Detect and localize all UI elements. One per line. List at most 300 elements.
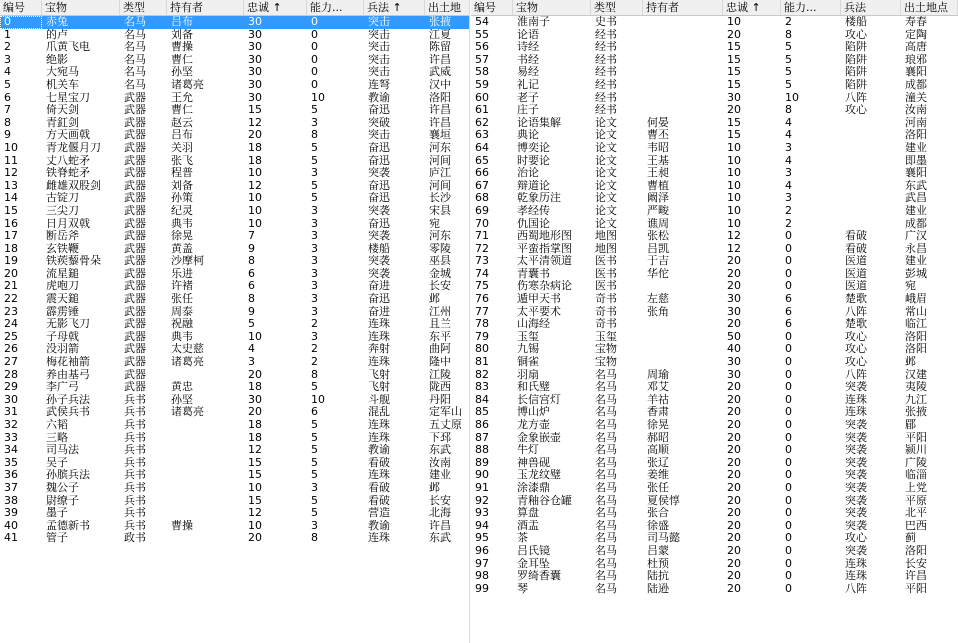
- table-row[interactable]: [471, 495, 958, 508]
- table-row[interactable]: [471, 532, 958, 545]
- cell-type: 兵书: [124, 419, 146, 431]
- table-row[interactable]: [471, 369, 958, 382]
- cell-number: 64: [475, 141, 489, 154]
- cell-treasure: 没羽箭: [46, 343, 79, 356]
- cell-type: 名马: [595, 419, 617, 431]
- cell-owner: 王昶: [647, 167, 669, 180]
- cell-treasure: 涂漆鼎: [517, 481, 550, 494]
- cell-loyalty: 20: [727, 444, 741, 457]
- cell-tactic: [841, 218, 901, 231]
- table-row[interactable]: [0, 66, 470, 79]
- cell-origin: 定陶: [905, 28, 927, 41]
- cell-tactic: 八阵: [845, 368, 867, 381]
- table-row[interactable]: [0, 343, 470, 356]
- cell-loyalty: 30: [248, 66, 262, 79]
- cell-type: 武器: [124, 230, 146, 243]
- table-row[interactable]: [0, 419, 470, 432]
- cell-number: 97: [475, 557, 489, 570]
- column-header-origin[interactable]: 出土地: [425, 0, 470, 15]
- cell-owner: 许褚: [171, 280, 193, 293]
- cell-type: 史书: [595, 16, 617, 28]
- cell-ability: 6: [311, 406, 318, 419]
- table-row[interactable]: [0, 394, 470, 407]
- cell-owner: 徐盛: [647, 519, 669, 532]
- cell-type: 武器: [124, 293, 146, 306]
- table-row[interactable]: [471, 331, 958, 344]
- cell-treasure: 养由基弓: [46, 368, 90, 381]
- cell-tactic: 突袭: [845, 507, 867, 520]
- column-header-owner[interactable]: 持有者: [167, 0, 244, 15]
- column-header-number[interactable]: 编号: [471, 0, 513, 15]
- table-row[interactable]: [471, 243, 958, 256]
- table-row[interactable]: [471, 54, 958, 67]
- table-row[interactable]: [471, 92, 958, 105]
- column-header-ability[interactable]: 能力...: [781, 0, 841, 15]
- cell-origin: 且兰: [429, 318, 451, 331]
- cell-treasure: 孙膑兵法: [46, 469, 90, 482]
- column-header-origin[interactable]: 出土地点: [901, 0, 958, 15]
- cell-loyalty: 20: [727, 267, 741, 280]
- table-row[interactable]: [0, 381, 470, 394]
- cell-treasure: 平蛮指掌图: [517, 242, 572, 255]
- table-row[interactable]: [471, 306, 958, 319]
- table-row[interactable]: [0, 532, 470, 545]
- cell-ability: 0: [311, 78, 318, 91]
- table-row[interactable]: [471, 255, 958, 268]
- cell-owner: 吕蒙: [647, 544, 669, 557]
- cell-ability: 5: [785, 66, 792, 79]
- cell-loyalty: 6: [248, 267, 255, 280]
- table-row[interactable]: [471, 318, 958, 331]
- cell-number: 59: [475, 78, 489, 91]
- table-row[interactable]: [0, 129, 470, 142]
- cell-treasure: 倚天剑: [46, 104, 79, 117]
- cell-loyalty: 20: [727, 419, 741, 431]
- cell-number: 66: [475, 167, 489, 180]
- cell-tactic: [841, 192, 901, 205]
- cell-owner: 曹操: [171, 519, 193, 532]
- cell-number: 93: [475, 507, 489, 520]
- cell-owner: 徐晃: [171, 230, 193, 243]
- cell-owner: 周泰: [171, 305, 193, 318]
- cell-ability: 4: [785, 116, 792, 129]
- cell-loyalty: 20: [727, 255, 741, 268]
- cell-loyalty: 30: [248, 28, 262, 41]
- column-header-tactic[interactable]: 兵法 ↑: [364, 0, 425, 15]
- cell-number: 14: [4, 192, 18, 205]
- cell-number: 21: [4, 280, 18, 293]
- table-row[interactable]: [471, 129, 958, 142]
- cell-ability: 0: [785, 368, 792, 381]
- cell-treasure: 吴子: [46, 456, 68, 469]
- cell-number: 2: [4, 41, 11, 54]
- cell-tactic: 攻心: [845, 104, 867, 117]
- left-treasure-table: [0, 0, 470, 545]
- cell-loyalty: 20: [727, 469, 741, 482]
- cell-treasure: 大宛马: [46, 66, 79, 79]
- table-row[interactable]: [0, 218, 470, 231]
- cell-loyalty: 30: [248, 78, 262, 91]
- table-row[interactable]: [0, 457, 470, 470]
- table-row[interactable]: [471, 356, 958, 369]
- cell-treasure: 断岳斧: [46, 230, 79, 243]
- table-row[interactable]: [471, 205, 958, 218]
- table-row[interactable]: [471, 218, 958, 231]
- cell-tactic: 突击: [368, 129, 390, 142]
- cell-tactic: 营造: [368, 507, 390, 520]
- cell-owner: 王基: [647, 154, 669, 167]
- table-row[interactable]: [471, 394, 958, 407]
- table-row[interactable]: [471, 280, 958, 293]
- cell-type: 兵书: [124, 393, 146, 406]
- cell-ability: 6: [785, 318, 792, 331]
- cell-tactic: 突袭: [845, 469, 867, 482]
- table-row[interactable]: [471, 167, 958, 180]
- cell-ability: 8: [311, 129, 318, 142]
- table-row[interactable]: [471, 406, 958, 419]
- table-row[interactable]: [0, 469, 470, 482]
- column-header-treasure[interactable]: 宝物: [42, 0, 120, 15]
- cell-ability: 0: [785, 419, 792, 431]
- table-row[interactable]: [471, 29, 958, 42]
- table-row[interactable]: [0, 306, 470, 319]
- cell-origin: 江陵: [429, 368, 451, 381]
- cell-owner: [167, 457, 244, 470]
- table-row[interactable]: [471, 343, 958, 356]
- cell-origin: 邺: [429, 481, 440, 494]
- table-row[interactable]: [471, 558, 958, 571]
- cell-origin: 河南: [905, 116, 927, 129]
- cell-loyalty: 20: [727, 431, 741, 444]
- table-row[interactable]: [471, 444, 958, 457]
- cell-origin: 平阳: [905, 582, 927, 595]
- cell-treasure: 孝经传: [517, 204, 550, 217]
- cell-tactic: 连珠: [368, 469, 390, 482]
- table-row[interactable]: [471, 419, 958, 432]
- cell-ability: 3: [311, 330, 318, 343]
- table-row[interactable]: [471, 570, 958, 583]
- cell-tactic: 飞射: [368, 368, 390, 381]
- cell-ability: 0: [311, 16, 318, 28]
- cell-tactic: 突袭: [845, 519, 867, 532]
- cell-origin: 汝南: [905, 104, 927, 117]
- cell-origin: 琅邪: [905, 53, 927, 66]
- cell-owner: 张任: [647, 481, 669, 494]
- cell-loyalty: 30: [727, 368, 741, 381]
- cell-loyalty: 20: [727, 544, 741, 557]
- table-row[interactable]: [0, 432, 470, 445]
- table-row[interactable]: [471, 432, 958, 445]
- cell-origin: 建业: [905, 255, 927, 268]
- cell-treasure: 李广弓: [46, 381, 79, 394]
- table-row[interactable]: [0, 356, 470, 369]
- table-row[interactable]: [471, 381, 958, 394]
- table-row[interactable]: [471, 41, 958, 54]
- cell-origin: 建业: [429, 469, 451, 482]
- table-row[interactable]: [471, 104, 958, 117]
- table-row[interactable]: [0, 16, 470, 29]
- cell-owner: [167, 419, 244, 432]
- cell-type: 武器: [124, 204, 146, 217]
- column-header-loyalty[interactable]: 忠诚 ↑: [723, 0, 781, 15]
- cell-tactic: 连珠: [845, 393, 867, 406]
- cell-owner: 左慈: [647, 293, 669, 306]
- table-row[interactable]: [0, 29, 470, 42]
- cell-loyalty: 30: [727, 356, 741, 369]
- table-row[interactable]: [471, 520, 958, 533]
- table-row[interactable]: [471, 66, 958, 79]
- cell-owner: [643, 331, 723, 344]
- cell-number: 89: [475, 456, 489, 469]
- cell-origin: 平原: [905, 494, 927, 507]
- cell-treasure: 论语集解: [517, 116, 561, 129]
- cell-type: 名马: [595, 557, 617, 570]
- cell-treasure: 论语: [517, 28, 539, 41]
- cell-type: 武器: [124, 343, 146, 356]
- cell-loyalty: 15: [727, 129, 741, 142]
- table-row[interactable]: [471, 545, 958, 558]
- cell-number: 83: [475, 381, 489, 394]
- cell-type: 论文: [595, 204, 617, 217]
- cell-type: 经书: [595, 66, 617, 79]
- table-row[interactable]: [0, 180, 470, 193]
- cell-type: 武器: [124, 305, 146, 318]
- column-header-treasure[interactable]: 宝物: [513, 0, 591, 15]
- cell-ability: 8: [785, 104, 792, 117]
- table-row[interactable]: [0, 243, 470, 256]
- cell-ability: 3: [785, 167, 792, 180]
- table-row[interactable]: [0, 406, 470, 419]
- table-row[interactable]: [0, 255, 470, 268]
- cell-owner: 姜维: [647, 469, 669, 482]
- table-row[interactable]: [0, 54, 470, 67]
- table-row[interactable]: [0, 192, 470, 205]
- cell-ability: 6: [785, 305, 792, 318]
- cell-loyalty: 30: [248, 53, 262, 66]
- cell-tactic: 楚歌: [845, 318, 867, 331]
- cell-ability: 5: [311, 141, 318, 154]
- cell-tactic: [841, 155, 901, 168]
- cell-tactic: 教谕: [368, 444, 390, 457]
- cell-treasure: 易经: [517, 66, 539, 79]
- table-row[interactable]: [471, 192, 958, 205]
- cell-number: 23: [4, 305, 18, 318]
- table-row[interactable]: [0, 293, 470, 306]
- table-row[interactable]: [471, 293, 958, 306]
- cell-owner: [167, 432, 244, 445]
- cell-origin: 广陵: [905, 456, 927, 469]
- table-row[interactable]: [471, 79, 958, 92]
- cell-owner: 太史慈: [171, 343, 204, 356]
- table-row[interactable]: [0, 444, 470, 457]
- cell-loyalty: 18: [248, 381, 262, 394]
- table-row[interactable]: [0, 155, 470, 168]
- column-header-number[interactable]: 编号: [0, 0, 42, 15]
- column-header-type[interactable]: 类型: [591, 0, 643, 15]
- table-row[interactable]: [0, 230, 470, 243]
- cell-number: 74: [475, 267, 489, 280]
- table-row[interactable]: [471, 583, 958, 596]
- cell-origin: 隆中: [429, 356, 451, 369]
- table-row[interactable]: [471, 457, 958, 470]
- cell-tactic: 陷阱: [845, 78, 867, 91]
- cell-tactic: 攻心: [845, 343, 867, 356]
- cell-type: 名马: [595, 444, 617, 457]
- table-row[interactable]: [471, 117, 958, 130]
- cell-loyalty: 15: [727, 66, 741, 79]
- cell-owner: 诸葛亮: [171, 406, 204, 419]
- table-row[interactable]: [0, 167, 470, 180]
- cell-number: 3: [4, 53, 11, 66]
- table-row[interactable]: [471, 155, 958, 168]
- cell-loyalty: 10: [248, 217, 262, 230]
- table-row[interactable]: [471, 469, 958, 482]
- table-row[interactable]: [471, 142, 958, 155]
- cell-number: 32: [4, 419, 18, 431]
- table-row[interactable]: [471, 180, 958, 193]
- cell-origin: 金城: [429, 267, 451, 280]
- cell-origin: 丹阳: [429, 393, 451, 406]
- cell-treasure: 西蜀地形图: [517, 230, 572, 243]
- cell-tactic: 连珠: [368, 330, 390, 343]
- column-header-tactic[interactable]: 兵法: [841, 0, 901, 15]
- cell-treasure: 庄子: [517, 104, 539, 117]
- table-row[interactable]: [0, 92, 470, 105]
- cell-tactic: 教谕: [368, 91, 390, 104]
- table-row[interactable]: [471, 230, 958, 243]
- table-row[interactable]: [0, 41, 470, 54]
- table-row[interactable]: [0, 142, 470, 155]
- panel-divider[interactable]: [469, 0, 470, 643]
- column-header-ability[interactable]: 能力...: [307, 0, 364, 15]
- cell-type: 经书: [595, 53, 617, 66]
- cell-number: 29: [4, 381, 18, 394]
- cell-number: 76: [475, 293, 489, 306]
- cell-tactic: 混乱: [368, 406, 390, 419]
- cell-owner: [167, 495, 244, 508]
- table-row[interactable]: [471, 507, 958, 520]
- cell-ability: 6: [785, 293, 792, 306]
- cell-type: 兵书: [124, 469, 146, 482]
- cell-loyalty: 20: [727, 381, 741, 394]
- cell-owner: 邓艾: [647, 381, 669, 394]
- cell-owner: 张松: [647, 230, 669, 243]
- cell-origin: 洛阳: [905, 343, 927, 356]
- table-row[interactable]: [0, 79, 470, 92]
- table-row[interactable]: [0, 205, 470, 218]
- cell-origin: 零陵: [429, 242, 451, 255]
- table-row[interactable]: [0, 331, 470, 344]
- cell-number: 15: [4, 204, 18, 217]
- cell-origin: 临淄: [905, 469, 927, 482]
- cell-ability: 5: [785, 53, 792, 66]
- cell-loyalty: 10: [727, 179, 741, 192]
- cell-type: 武器: [124, 141, 146, 154]
- column-header-owner[interactable]: 持有者: [643, 0, 723, 15]
- table-row[interactable]: [0, 369, 470, 382]
- cell-number: 40: [4, 519, 18, 532]
- cell-number: 81: [475, 356, 489, 369]
- table-row[interactable]: [0, 520, 470, 533]
- cell-owner: 典韦: [171, 217, 193, 230]
- cell-owner: 张角: [647, 305, 669, 318]
- cell-treasure: 罗绮香囊: [517, 570, 561, 583]
- cell-ability: 2: [785, 204, 792, 217]
- cell-number: 38: [4, 494, 18, 507]
- cell-loyalty: 10: [727, 141, 741, 154]
- table-row[interactable]: [0, 495, 470, 508]
- cell-ability: 0: [785, 444, 792, 457]
- cell-treasure: 六韬: [46, 419, 68, 431]
- cell-loyalty: 10: [248, 192, 262, 205]
- cell-owner: 张合: [647, 507, 669, 520]
- cell-tactic: 奋迅: [368, 154, 390, 167]
- cell-owner: 郝昭: [647, 431, 669, 444]
- cell-origin: 河东: [429, 230, 451, 243]
- table-row[interactable]: [0, 507, 470, 520]
- table-row[interactable]: [0, 117, 470, 130]
- cell-loyalty: 30: [727, 305, 741, 318]
- table-row[interactable]: [0, 104, 470, 117]
- table-row[interactable]: [471, 268, 958, 281]
- cell-origin: 襄阳: [905, 167, 927, 180]
- cell-number: 4: [4, 66, 11, 79]
- cell-number: 94: [475, 519, 489, 532]
- cell-origin: 常山: [905, 305, 927, 318]
- cell-tactic: 突袭: [368, 204, 390, 217]
- cell-owner: 何晏: [647, 116, 669, 129]
- cell-loyalty: 20: [727, 494, 741, 507]
- cell-number: 10: [4, 141, 18, 154]
- cell-ability: 10: [311, 393, 325, 406]
- cell-tactic: 突袭: [845, 444, 867, 457]
- cell-origin: 蓟: [905, 532, 916, 545]
- cell-treasure: 孙子兵法: [46, 393, 90, 406]
- cell-number: 27: [4, 356, 18, 369]
- column-header-type[interactable]: 类型: [120, 0, 167, 15]
- cell-number: 16: [4, 217, 18, 230]
- table-row[interactable]: [0, 482, 470, 495]
- cell-origin: 平阳: [905, 431, 927, 444]
- column-header-loyalty[interactable]: 忠诚 ↑: [244, 0, 307, 15]
- cell-type: 兵书: [124, 519, 146, 532]
- cell-loyalty: 12: [248, 179, 262, 192]
- table-row[interactable]: [471, 482, 958, 495]
- cell-owner: 刘备: [171, 28, 193, 41]
- table-row[interactable]: [0, 268, 470, 281]
- cell-loyalty: 10: [727, 167, 741, 180]
- cell-owner: 孙坚: [171, 66, 193, 79]
- cell-loyalty: 10: [727, 16, 741, 28]
- table-row[interactable]: [0, 318, 470, 331]
- cell-number: 34: [4, 444, 18, 457]
- cell-owner: [643, 343, 723, 356]
- cell-number: 86: [475, 419, 489, 431]
- cell-origin: 宛: [905, 280, 916, 293]
- cell-number: 78: [475, 318, 489, 331]
- cell-loyalty: 15: [727, 116, 741, 129]
- cell-loyalty: 20: [727, 393, 741, 406]
- cell-number: 58: [475, 66, 489, 79]
- table-row[interactable]: [0, 280, 470, 293]
- cell-treasure: 孟德新书: [46, 519, 90, 532]
- table-row[interactable]: [471, 16, 958, 29]
- cell-number: 28: [4, 368, 18, 381]
- cell-owner: 张飞: [171, 154, 193, 167]
- cell-tactic: 连珠: [368, 532, 390, 545]
- cell-number: 65: [475, 154, 489, 167]
- cell-ability: 0: [785, 582, 792, 595]
